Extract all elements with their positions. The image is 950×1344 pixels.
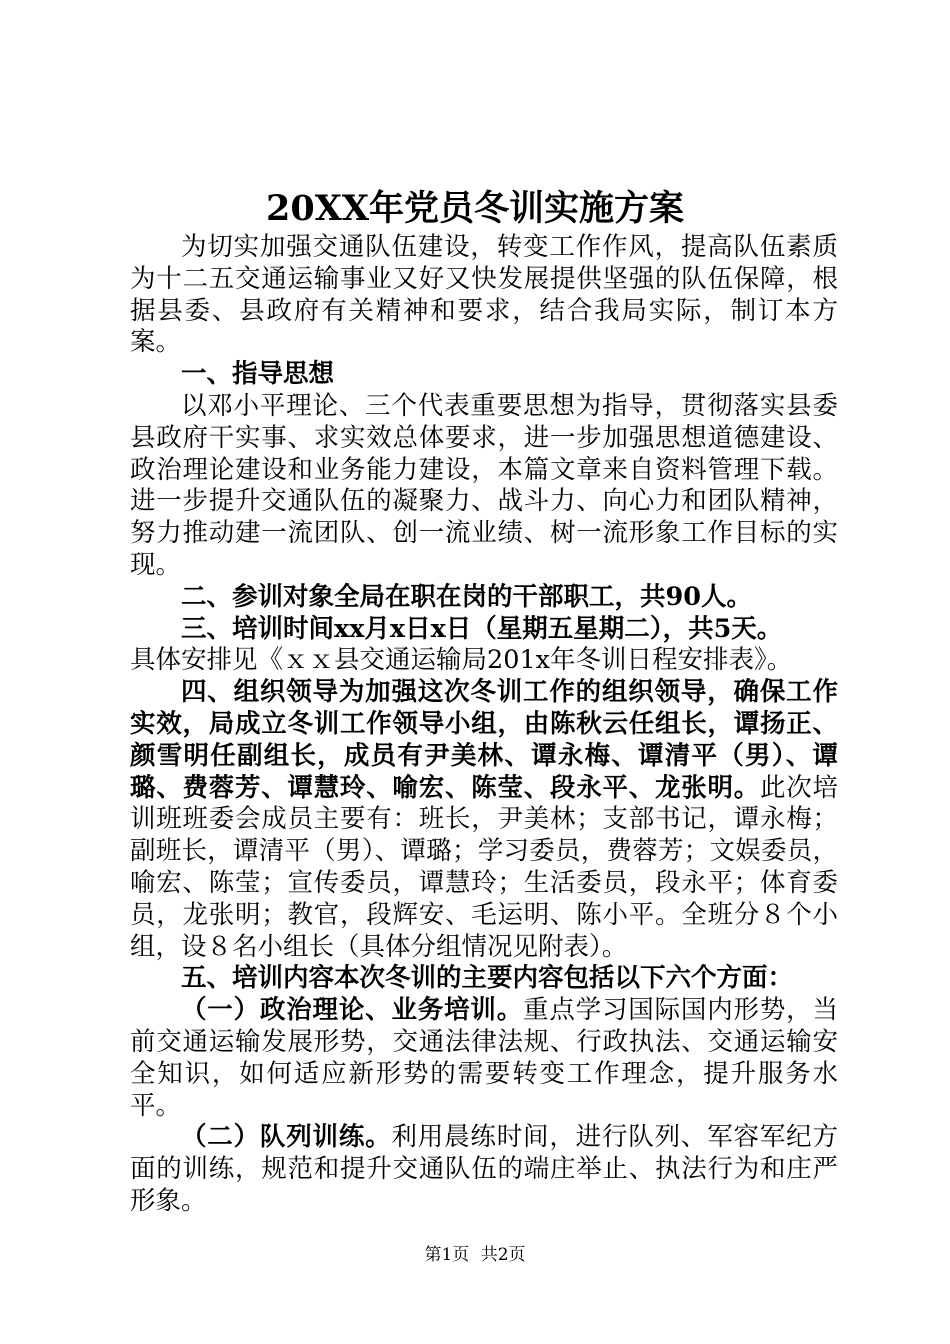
section-5-heading: 五、培训内容本次冬训的主要内容包括以下六个方面： [181,963,794,994]
section-5-item-1-text: 重点学习国际国内形势，当前交通运输发展形势，交通法律法规、行政执法、交通运输安全知识，如何适应新形势的需要转变工作理念，提升服务水平。 [130,995,838,1121]
section-3-paragraph: 三、培训时间xx月x日x日（星期五星期二），共5天。 [181,613,783,644]
page-footer [0,1243,950,1267]
section-1-paragraph: 以邓小平理论、三个代表重要思想为指导，贯彻落实县委县政府干实事、求实效总体要求，进一步加强思想道德建设、政治理论建设和业务能力建设，本篇文章来自资料管理下载。进一步提升交通队伍的凝聚力、战斗力、向心力和团队精神，努力推动建一流团队、创一流业绩、树一流形象工作目标的实现。 [130,390,838,580]
section-5-item-2-head: （二）队列训练。 [181,1122,392,1153]
section-2-paragraph: 二、参训对象全局在职在岗的干部职工，共90人。 [181,581,752,612]
document-body [130,232,838,1218]
section-4-paragraph [130,677,838,963]
page-number: 第1页 [424,1245,470,1265]
section-5-item-2 [130,1122,838,1217]
section-3-detail: 具体安排见《ｘｘ县交通运输局201x年冬训日程安排表》。 [130,645,793,676]
intro-paragraph: 为切实加强交通队伍建设，转变工作作风，提高队伍素质为十二五交通运输事业又好又快发展提供坚强的队伍保障，根据县委、县政府有关精神和要求，结合我局实际，制订本方案。 [130,232,838,358]
page-total: 共2页 [480,1245,526,1265]
section-5-item-1-head: （一）政治理论、业务培训。 [181,995,524,1026]
section-1-heading: 一、指导思想 [181,359,335,390]
section-4-leaders: 四、组织领导为加强这次冬训工作的组织领导，确保工作实效，局成立冬训工作领导小组，由陈秋云任组长，谭扬正、颜雪明任副组长，成员有尹美林、谭永梅、谭清平（男）、谭璐、费蓉芳、谭慧玲、喻宏、陈莹、段永平、龙张明。 [130,677,838,803]
section-5-item-1 [130,995,838,1122]
section-4-committee: 此次培训班班委会成员主要有：班长，尹美林；支部书记，谭永梅；副班长，谭清平（男）、谭璐；学习委员，费蓉芳；文娱委员，喻宏、陈莹；宣传委员，谭慧玲；生活委员，段永平；体育委员，龙张明；教官，段辉安、毛运明、陈小平。全班分８个小组，设８名小组长（具体分组情况见附表）。 [130,772,838,962]
section-5-item-2-text: 利用晨练时间，进行队列、军容军纪方面的训练，规范和提升交通队伍的端庄举止、执法行为和庄严形象。 [130,1122,838,1216]
document-title: 20XX年党员冬训实施方案 [265,188,685,229]
